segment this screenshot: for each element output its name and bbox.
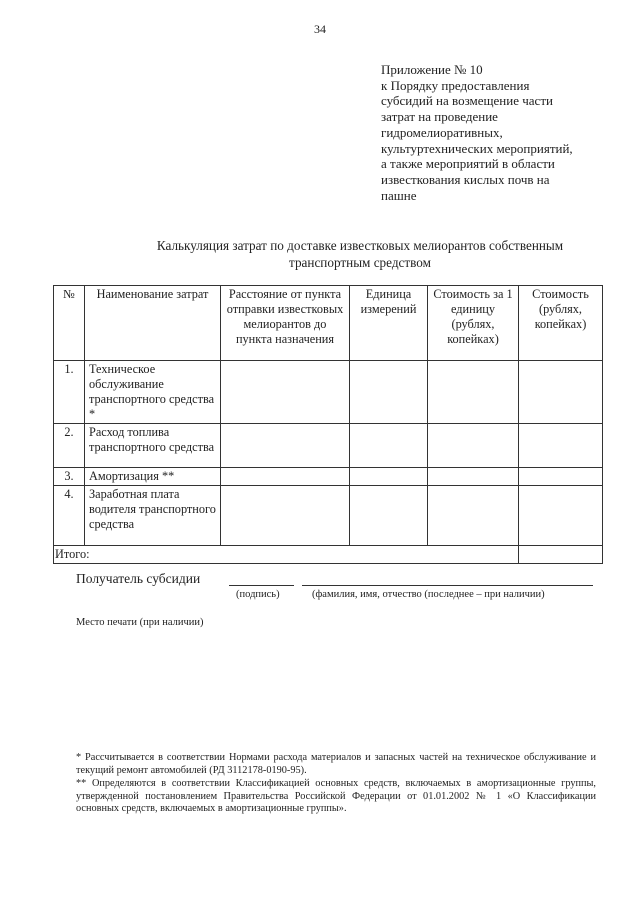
signature-caption: (подпись) — [236, 589, 280, 600]
appendix-line: а также мероприятий в области — [381, 156, 555, 172]
row-number: 3. — [54, 468, 85, 486]
full-name-line — [302, 585, 593, 586]
signature-line — [229, 585, 294, 586]
row-number: 1. — [54, 361, 85, 424]
cell-distance — [221, 486, 350, 546]
header-cost-name: Наименование затрат — [85, 286, 221, 361]
cell-distance — [221, 468, 350, 486]
table-row — [54, 486, 603, 546]
total-label: Итого: — [54, 546, 519, 564]
appendix-line: субсидий на возмещение части — [381, 93, 553, 109]
cell-cost — [519, 486, 603, 546]
table-header-row — [54, 286, 603, 361]
cell-unit-cost — [428, 361, 519, 424]
footnote-1: * Рассчитывается в соответствии Нормами расхода материалов и запасных частей на техническое обслуживание и текущий ремонт автомобилей (РД 3112178-0190-95). — [76, 752, 596, 776]
cell-unit — [350, 486, 428, 546]
cell-unit — [350, 468, 428, 486]
title-line-1: Калькуляция затрат по доставке известковых мелиорантов собственным — [156, 238, 564, 253]
appendix-line: затрат на проведение — [381, 109, 498, 125]
header-number: № — [54, 286, 85, 361]
appendix-line: к Порядку предоставления — [381, 77, 530, 93]
table-row — [54, 424, 603, 468]
row-cost-name: Амортизация ** — [85, 468, 221, 486]
cell-cost — [519, 361, 603, 424]
footnote-2: ** Определяются в соответствии Классификацией основных средств, включаемых в амортизационные группы, утвержденной постановлением Правительства Российской Федерации от 01.01.2002 № 1 «О Классификации основных средств, включаемых в амортизационные группы». — [76, 778, 596, 815]
appendix-line: гидромелиоративных, — [381, 124, 503, 140]
table-row — [54, 361, 603, 424]
title-line-2: транспортным средством — [289, 255, 431, 270]
header-cost: Стоимость (рублях, копейках) — [519, 286, 603, 361]
cell-distance — [221, 424, 350, 468]
total-value-cell — [519, 546, 603, 564]
row-number: 4. — [54, 486, 85, 546]
row-cost-name: Расход топлива транспортного средства — [85, 424, 221, 468]
document-title — [100, 237, 620, 271]
table-row — [54, 468, 603, 486]
cost-table — [53, 285, 603, 564]
cell-unit-cost — [428, 424, 519, 468]
cell-unit-cost — [428, 486, 519, 546]
full-name-caption: (фамилия, имя, отчество (последнее – при наличии) — [312, 589, 545, 600]
header-unit-cost: Стоимость за 1 единицу (рублях, копейках) — [428, 286, 519, 361]
row-number: 2. — [54, 424, 85, 468]
row-cost-name: Техническое обслуживание транспортного средства * — [85, 361, 221, 424]
appendix-line: Приложение № 10 — [381, 62, 483, 77]
cell-distance — [221, 361, 350, 424]
recipient-label: Получатель субсидии — [76, 571, 201, 586]
cell-cost — [519, 424, 603, 468]
total-row — [54, 546, 603, 564]
header-unit: Единица измерений — [350, 286, 428, 361]
cell-unit — [350, 361, 428, 424]
cell-unit — [350, 424, 428, 468]
appendix-line: известкования кислых почв на — [381, 171, 550, 187]
header-distance: Расстояние от пункта отправки известковых мелиорантов до пункта назначения — [221, 286, 350, 361]
appendix-line: культуртехнических мероприятий, — [381, 140, 573, 156]
appendix-header — [381, 62, 621, 203]
cell-cost — [519, 468, 603, 486]
cell-unit-cost — [428, 468, 519, 486]
row-cost-name: Заработная плата водителя транспортного средства — [85, 486, 221, 546]
page-number: 34 — [314, 22, 326, 36]
appendix-line: пашне — [381, 187, 417, 203]
stamp-place-label: Место печати (при наличии) — [76, 617, 204, 628]
